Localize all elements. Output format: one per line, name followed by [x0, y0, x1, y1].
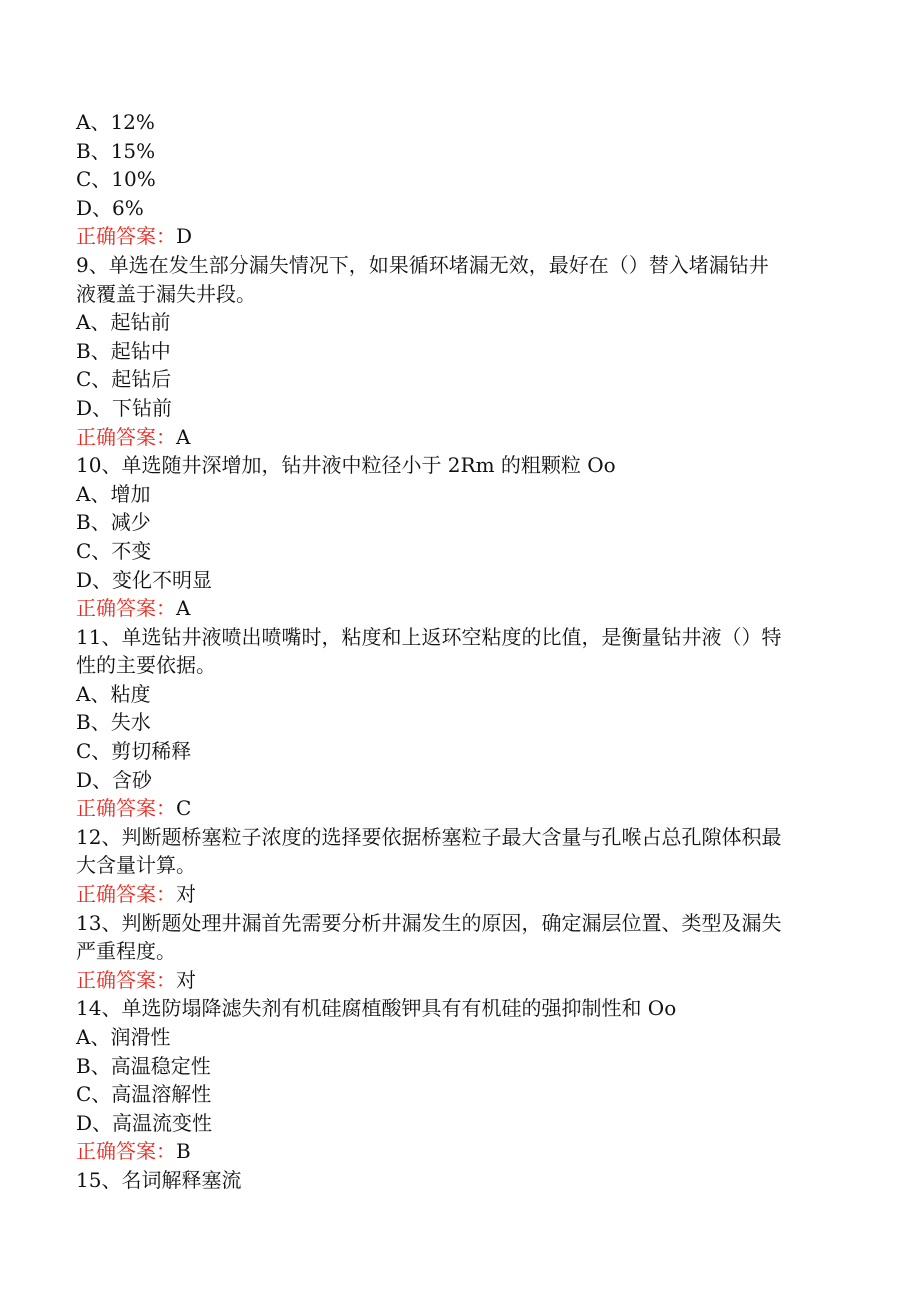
option-a: A、增加: [76, 481, 151, 506]
option-d: D、下钻前: [76, 395, 173, 420]
option-b: B、15%: [76, 138, 156, 163]
option-b: B、失水: [76, 710, 151, 735]
option-a: A、起钻前: [76, 310, 171, 335]
answer-label: 正确答案：: [76, 1139, 176, 1164]
question-9: [76, 251, 836, 451]
option-c: C、起钻后: [76, 367, 172, 392]
option-c: C、高温溶解性: [76, 1082, 212, 1107]
question-stem: 15、名词解释塞流: [76, 1167, 242, 1192]
option-b: B、减少: [76, 510, 151, 535]
answer-value: 对: [176, 882, 196, 907]
option-a: A、润滑性: [76, 1025, 171, 1049]
question-15: [76, 1166, 836, 1195]
correct-answer: [76, 222, 836, 251]
option-d: D、高温流变性: [76, 1110, 213, 1135]
option-c: C、剪切稀释: [76, 739, 192, 764]
question-stem-cont: 严重程度。: [76, 939, 176, 964]
option-d: D、变化不明显: [76, 567, 213, 592]
option-a: A、12%: [76, 110, 155, 134]
option-a: A、粘度: [76, 681, 151, 706]
question-stem: 11、单选钻井液喷出喷嘴时，粘度和上返环空粘度的比值，是衡量钻井液（）特: [76, 624, 782, 649]
answer-value: A: [176, 596, 191, 621]
question-stem: 10、单选随井深增加，钻井液中粒径小于 2Rm 的粗颗粒 Oo: [76, 453, 616, 478]
answer-label: 正确答案：: [76, 967, 176, 992]
correct-answer: [76, 880, 836, 909]
question-11: [76, 623, 836, 823]
answer-label: 正确答案：: [76, 882, 176, 907]
correct-answer: [76, 1137, 836, 1166]
question-stem: 9、单选在发生部分漏失情况下，如果循环堵漏无效，最好在（）替入堵漏钻井: [76, 252, 769, 277]
answer-label: 正确答案：: [76, 596, 176, 621]
answer-value: B: [176, 1139, 191, 1164]
answer-value: D: [176, 224, 193, 249]
option-b: B、起钻中: [76, 338, 171, 363]
option-c: C、不变: [76, 538, 152, 563]
question-stem: 13、判断题处理井漏首先需要分析井漏发生的原因，确定漏层位置、类型及漏失: [76, 910, 782, 935]
question-13: [76, 909, 836, 995]
answer-value: 对: [176, 967, 196, 992]
correct-answer: [76, 594, 836, 623]
question-stem: 14、单选防塌降滤失剂有机硅腐植酸钾具有有机硅的强抑制性和 Oo: [76, 996, 677, 1021]
answer-label: 正确答案：: [76, 796, 176, 821]
question-stem: 12、判断题桥塞粒子浓度的选择要依据桥塞粒子最大含量与孔喉占总孔隙体积最: [76, 824, 782, 849]
option-d: D、含砂: [76, 767, 153, 792]
answer-label: 正确答案：: [76, 424, 176, 449]
answer-value: C: [176, 796, 192, 821]
question-10: [76, 451, 836, 623]
option-b: B、高温稳定性: [76, 1053, 211, 1078]
correct-answer: [76, 966, 836, 995]
correct-answer: [76, 794, 836, 823]
question-stem-cont: 大含量计算。: [76, 853, 196, 878]
option-d: D、6%: [76, 195, 144, 220]
question-12: [76, 823, 836, 909]
answer-value: A: [176, 424, 191, 449]
correct-answer: [76, 423, 836, 452]
question-14: [76, 994, 836, 1166]
answer-label: 正确答案：: [76, 224, 176, 249]
question-8-tail: [76, 108, 836, 251]
question-stem-cont: 液覆盖于漏失井段。: [76, 281, 256, 306]
question-stem-cont: 性的主要依据。: [76, 653, 216, 678]
option-c: C、10%: [76, 167, 156, 192]
